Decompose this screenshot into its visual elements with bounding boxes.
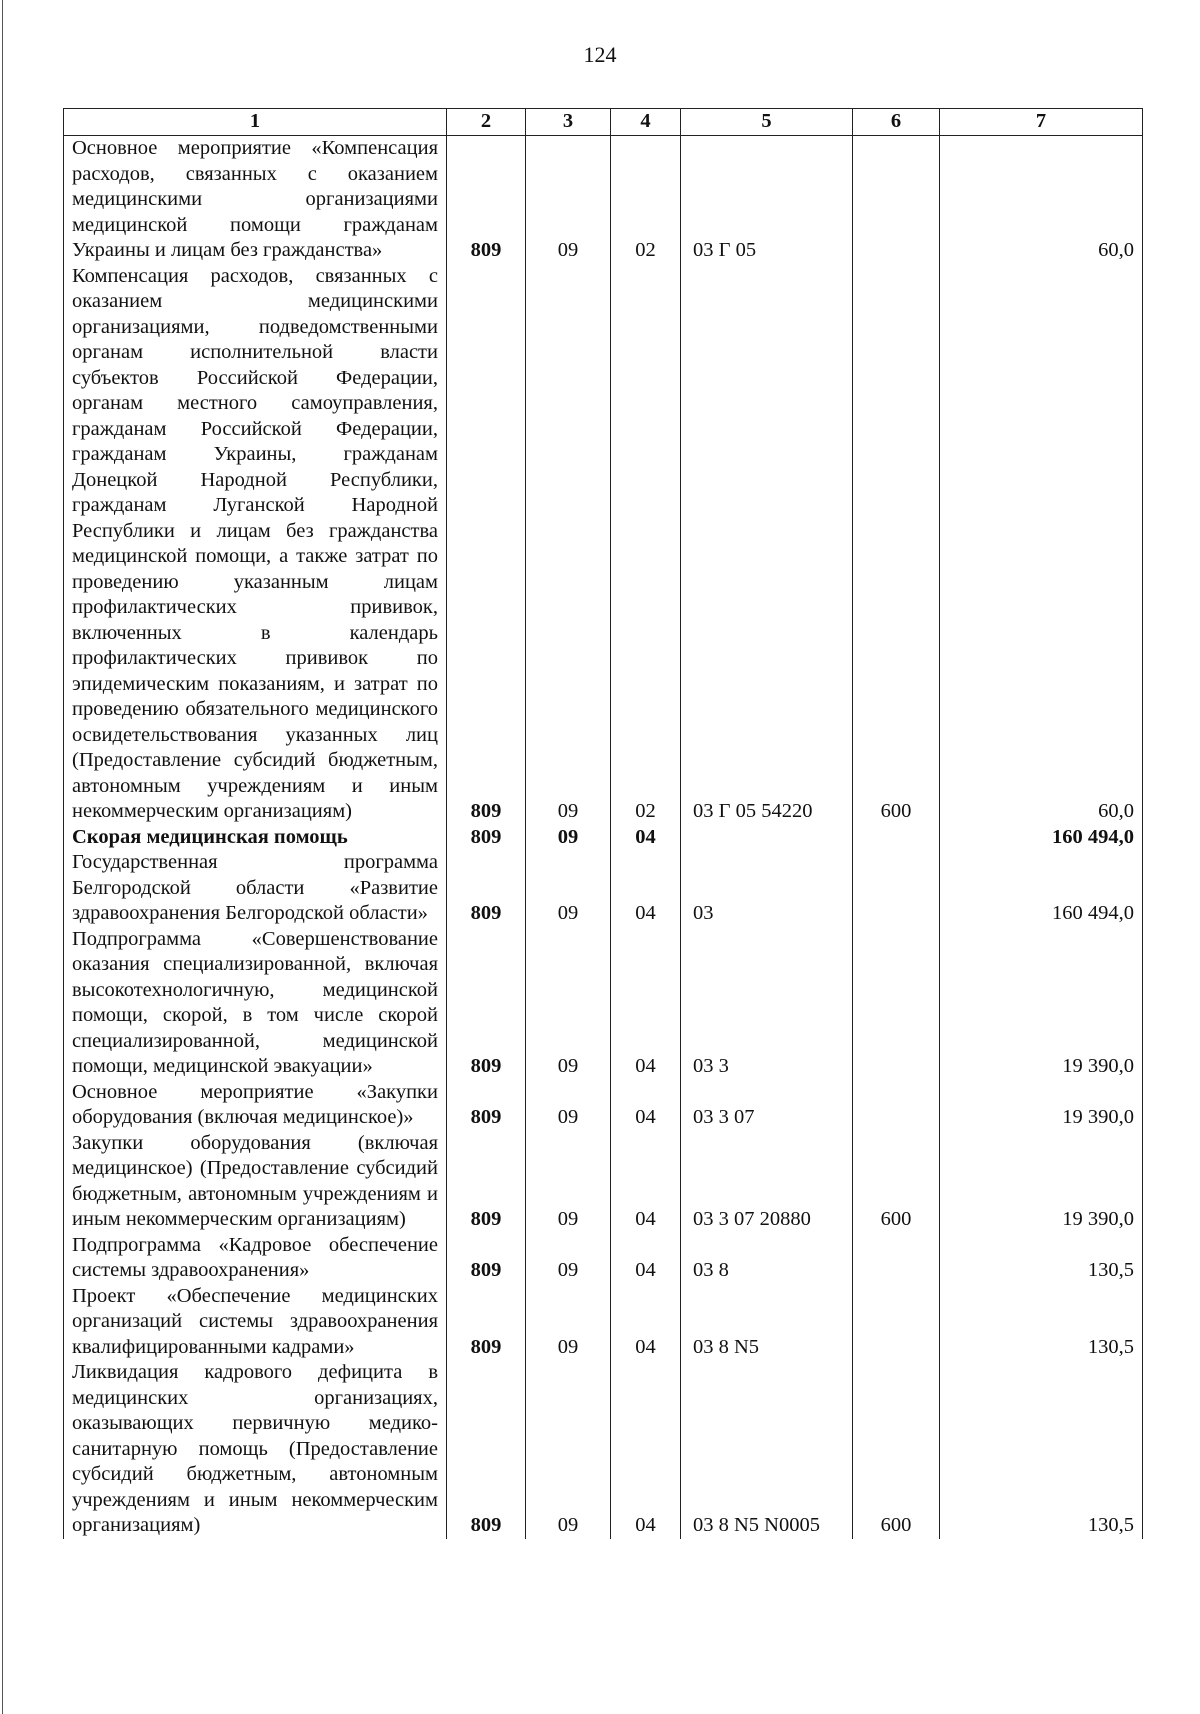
- row-name-cell: Скорая медицинская помощь: [64, 825, 447, 851]
- row-gr-cell: 809: [447, 1131, 526, 1233]
- table-row: [64, 1080, 1143, 1131]
- row-name-cell: Основное мероприятие «Закупки оборудования (включая медицинское)»: [64, 1080, 447, 1131]
- row-pr-cell: 02: [611, 264, 681, 825]
- table-row: [64, 1284, 1143, 1361]
- row-rz-cell: 09: [526, 1284, 611, 1361]
- row-name-cell: Подпрограмма «Кадровое обеспечение системы здравоохранения»: [64, 1233, 447, 1284]
- row-cs-cell: 03 Г 05 54220: [681, 264, 853, 825]
- table-header-row: [64, 109, 1143, 136]
- row-name-cell: Проект «Обеспечение медицинских организаций системы здравоохранения квалифицированными кадрами»: [64, 1284, 447, 1361]
- row-name-cell: Закупки оборудования (включая медицинское) (Предоставление субсидий бюджетным, автономным учреждениям и иным некоммерческим организациям): [64, 1131, 447, 1233]
- row-rz-cell: 09: [526, 850, 611, 927]
- row-pr-cell: 04: [611, 1233, 681, 1284]
- header-cell: 2: [447, 109, 526, 136]
- row-sum-cell: 19 390,0: [940, 1131, 1143, 1233]
- row-gr-cell: 809: [447, 1233, 526, 1284]
- row-pr-cell: 02: [611, 136, 681, 264]
- row-vr-cell: [853, 825, 940, 851]
- header-cell: 5: [681, 109, 853, 136]
- row-pr-cell: 04: [611, 927, 681, 1080]
- table-body: [64, 136, 1143, 1539]
- row-cs-cell: [681, 825, 853, 851]
- row-gr-cell: 809: [447, 1360, 526, 1539]
- row-rz-cell: 09: [526, 825, 611, 851]
- row-gr-cell: 809: [447, 825, 526, 851]
- row-cs-cell: 03 3 07: [681, 1080, 853, 1131]
- row-cs-cell: 03 8 N5 N0005: [681, 1360, 853, 1539]
- row-name-cell: Государственная программа Белгородской области «Развитие здравоохранения Белгородской области»: [64, 850, 447, 927]
- row-rz-cell: 09: [526, 1131, 611, 1233]
- row-gr-cell: 809: [447, 264, 526, 825]
- row-rz-cell: 09: [526, 1360, 611, 1539]
- row-sum-cell: 160 494,0: [940, 825, 1143, 851]
- row-vr-cell: [853, 850, 940, 927]
- header-cell: 6: [853, 109, 940, 136]
- row-rz-cell: 09: [526, 1233, 611, 1284]
- row-pr-cell: 04: [611, 1080, 681, 1131]
- row-cs-cell: 03: [681, 850, 853, 927]
- row-name-cell: Подпрограмма «Совершенствование оказания специализированной, включая высокотехнологичную, медицинской помощи, скорой, в том числе скорой специализированной, медицинской помощи, медицинской эвакуации»: [64, 927, 447, 1080]
- row-vr-cell: [853, 1080, 940, 1131]
- table-row: [64, 850, 1143, 927]
- row-pr-cell: 04: [611, 1131, 681, 1233]
- row-name-cell: Основное мероприятие «Компенсация расходов, связанных с оказанием медицинскими организациями медицинской помощи гражданам Украины и лицам без гражданства»: [64, 136, 447, 264]
- table-row: [64, 264, 1143, 825]
- row-cs-cell: 03 3 07 20880: [681, 1131, 853, 1233]
- row-pr-cell: 04: [611, 1284, 681, 1361]
- row-gr-cell: 809: [447, 1080, 526, 1131]
- header-cell: 3: [526, 109, 611, 136]
- row-vr-cell: 600: [853, 264, 940, 825]
- row-sum-cell: 19 390,0: [940, 1080, 1143, 1131]
- row-rz-cell: 09: [526, 136, 611, 264]
- row-rz-cell: 09: [526, 927, 611, 1080]
- budget-table: [63, 108, 1143, 1539]
- row-gr-cell: 809: [447, 136, 526, 264]
- row-sum-cell: 60,0: [940, 136, 1143, 264]
- row-cs-cell: 03 3: [681, 927, 853, 1080]
- header-cell: 7: [940, 109, 1143, 136]
- table-row: [64, 1233, 1143, 1284]
- table-row: [64, 1131, 1143, 1233]
- row-sum-cell: 160 494,0: [940, 850, 1143, 927]
- row-cs-cell: 03 Г 05: [681, 136, 853, 264]
- row-sum-cell: 130,5: [940, 1233, 1143, 1284]
- table-row: [64, 136, 1143, 264]
- row-name-cell: Компенсация расходов, связанных с оказанием медицинскими организациями, подведомственными органам исполнительной власти субъектов Российской Федерации, органам местного самоуправления, гражданам Российской Федерации, гражданам Украины, гражданам Донецкой Народной Республики, гражданам Луганской Народной Республики и лицам без гражданства медицинской помощи, а также затрат по проведению указанным лицам профилактических прививок, включенных в календарь профилактических прививок по эпидемическим показаниям, и затрат по проведению обязательного медицинского освидетельствования указанных лиц (Предоставление субсидий бюджетным, автономным учреждениям и иным некоммерческим организациям): [64, 264, 447, 825]
- header-cell: 4: [611, 109, 681, 136]
- row-cs-cell: 03 8: [681, 1233, 853, 1284]
- row-vr-cell: 600: [853, 1360, 940, 1539]
- row-vr-cell: 600: [853, 1131, 940, 1233]
- row-rz-cell: 09: [526, 264, 611, 825]
- page-number: 124: [583, 42, 617, 67]
- row-vr-cell: [853, 927, 940, 1080]
- header-cell: 1: [64, 109, 447, 136]
- row-vr-cell: [853, 1233, 940, 1284]
- row-vr-cell: [853, 1284, 940, 1361]
- row-sum-cell: 60,0: [940, 264, 1143, 825]
- table-row: [64, 927, 1143, 1080]
- row-rz-cell: 09: [526, 1080, 611, 1131]
- row-sum-cell: 130,5: [940, 1360, 1143, 1539]
- scan-edge-line: [2, 0, 3, 1714]
- table-row: [64, 825, 1143, 851]
- row-name-cell: Ликвидация кадрового дефицита в медицинских организациях, оказывающих первичную медико-санитарную помощь (Предоставление субсидий бюджетным, автономным учреждениям и иным некоммерческим организациям): [64, 1360, 447, 1539]
- row-pr-cell: 04: [611, 1360, 681, 1539]
- row-gr-cell: 809: [447, 927, 526, 1080]
- row-gr-cell: 809: [447, 1284, 526, 1361]
- row-gr-cell: 809: [447, 850, 526, 927]
- row-cs-cell: 03 8 N5: [681, 1284, 853, 1361]
- row-vr-cell: [853, 136, 940, 264]
- row-sum-cell: 130,5: [940, 1284, 1143, 1361]
- row-pr-cell: 04: [611, 850, 681, 927]
- table-row: [64, 1360, 1143, 1539]
- row-sum-cell: 19 390,0: [940, 927, 1143, 1080]
- row-pr-cell: 04: [611, 825, 681, 851]
